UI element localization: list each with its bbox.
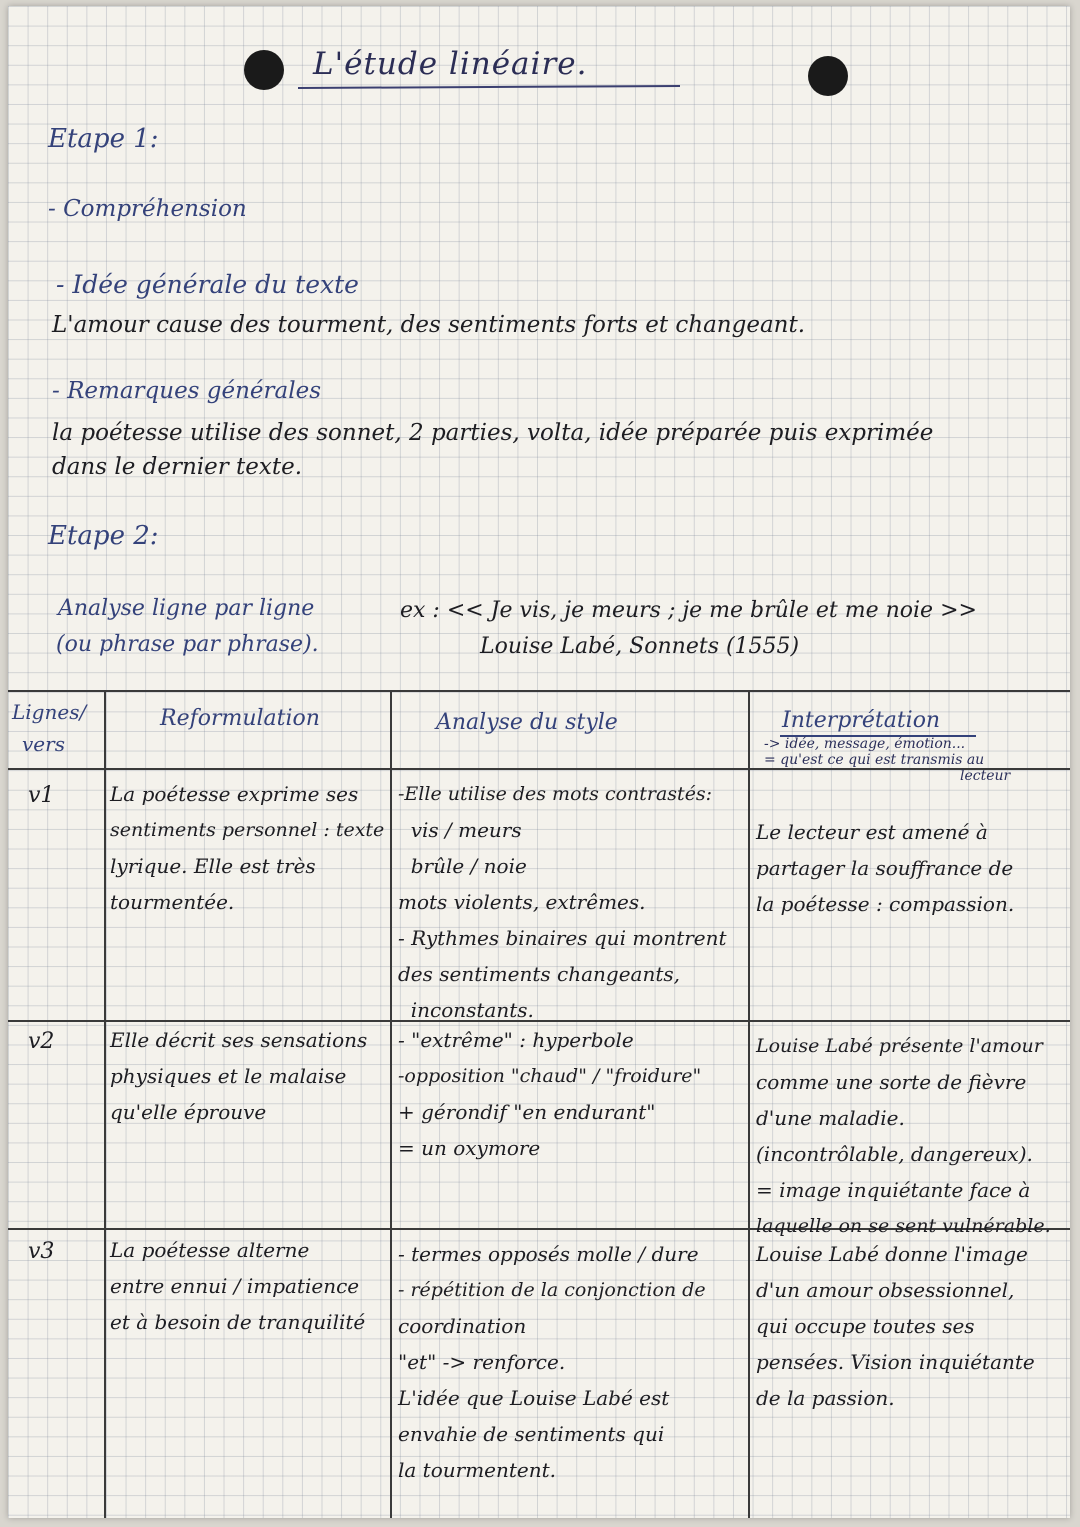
notebook-page	[8, 6, 1070, 1518]
row2-interpretation-line: d'une maladie.	[756, 1106, 905, 1130]
row3-interpretation-line: Louise Labé donne l'image	[756, 1242, 1028, 1266]
row3-interpretation	[756, 1236, 1035, 1416]
row1-interpretation-line: la poétesse : compassion.	[756, 892, 1015, 916]
row1-analyse-line: inconstants.	[398, 998, 534, 1022]
row3-reformulation-line: La poétesse alterne	[110, 1238, 310, 1262]
header-interpretation: Interprétation	[782, 708, 941, 733]
header-lignes-line1: Lignes/	[12, 700, 87, 724]
interpretation-note-2: = qu'est ce qui est transmis au	[764, 752, 985, 768]
header-interpretation-note	[764, 736, 1010, 784]
row3-interpretation-line: qui occupe toutes ses	[756, 1314, 975, 1338]
example-quote: ex : << Je vis, je meurs ; je me brûle et me noie >>	[400, 598, 977, 623]
row2-reformulation	[110, 1022, 367, 1130]
row3-analyse-line: L'idée que Louise Labé est	[398, 1386, 670, 1410]
row1-analyse	[398, 776, 727, 1028]
row2-analyse-line: + gérondif "en endurant"	[398, 1100, 656, 1124]
row1-vers: v1	[28, 783, 55, 808]
row3-interpretation-line: de la passion.	[756, 1386, 895, 1410]
table-top-border	[8, 690, 1070, 692]
row2-interpretation-line: = image inquiétante face à	[756, 1178, 1031, 1202]
remarques-line-1: la poétesse utilise des sonnet, 2 parties, volta, idée préparée puis exprimée	[52, 420, 934, 446]
row1-analyse-line: -Elle utilise des mots contrastés:	[398, 783, 713, 805]
row3-analyse-line: "et" -> renforce.	[398, 1350, 566, 1374]
etape2-heading: Etape 2:	[48, 521, 159, 551]
row1-analyse-line: vis / meurs	[398, 818, 522, 842]
row2-analyse-line: -opposition "chaud" / "froidure"	[398, 1065, 702, 1087]
row1-analyse-line: des sentiments changeants,	[398, 962, 681, 986]
row3-analyse-line: coordination	[398, 1314, 527, 1338]
page-title: L'étude linéaire.	[313, 46, 588, 82]
row2-interpretation-line: (incontrôlable, dangereux).	[756, 1142, 1033, 1166]
binder-hole-right	[808, 56, 848, 96]
row3-reformulation	[110, 1232, 365, 1340]
row2-vers: v2	[28, 1029, 55, 1054]
row1-analyse-line: mots violents, extrêmes.	[398, 890, 646, 914]
idee-heading: - Idée générale du texte	[56, 270, 359, 299]
row1-reformulation-line: lyrique. Elle est très	[110, 854, 316, 878]
row3-interpretation-line: d'un amour obsessionnel,	[756, 1278, 1015, 1302]
row3-vers: v3	[28, 1239, 55, 1264]
etape1-heading: Etape 1:	[48, 124, 159, 154]
row3-interpretation-line: pensées. Vision inquiétante	[756, 1350, 1035, 1374]
analyse-line-2: (ou phrase par phrase).	[56, 632, 319, 657]
analyse-line-1: Analyse ligne par ligne	[58, 596, 315, 621]
row1-interpretation-line: partager la souffrance de	[756, 856, 1014, 880]
row2-reformulation-line: qu'elle éprouve	[110, 1100, 267, 1124]
table-col1-border	[104, 690, 106, 1518]
row3-analyse-line: envahie de sentiments qui	[398, 1422, 665, 1446]
idee-text: L'amour cause des tourment, des sentiments forts et changeant.	[52, 312, 806, 338]
header-analyse: Analyse du style	[436, 710, 618, 735]
row1-analyse-line: - Rythmes binaires qui montrent	[398, 926, 727, 950]
table-col3-border	[748, 690, 750, 1518]
row3-analyse-line: - répétition de la conjonction de	[398, 1279, 706, 1301]
row2-interpretation-line: Louise Labé présente l'amour	[756, 1035, 1043, 1057]
row3-analyse-line: - termes opposés molle / dure	[398, 1242, 699, 1266]
row1-reformulation-line: tourmentée.	[110, 890, 235, 914]
row1-interpretation	[756, 814, 1014, 922]
row2-interpretation	[756, 1028, 1051, 1244]
row2-reformulation-line: physiques et le malaise	[110, 1064, 347, 1088]
row2-interpretation-line: comme une sorte de fièvre	[756, 1070, 1027, 1094]
row2-analyse	[398, 1022, 701, 1166]
row2-analyse-line: = un oxymore	[398, 1136, 541, 1160]
row3-analyse	[398, 1236, 706, 1488]
title-underline	[298, 85, 680, 89]
row3-reformulation-line: entre ennui / impatience	[110, 1274, 360, 1298]
table-col2-border	[390, 690, 392, 1518]
row3-reformulation-line: et à besoin de tranquilité	[110, 1310, 366, 1334]
row2-interpretation-line: laquelle on se sent vulnérable.	[756, 1215, 1051, 1237]
row1-reformulation	[110, 776, 384, 920]
row3-analyse-line: la tourmentent.	[398, 1458, 557, 1482]
row2-reformulation-line: Elle décrit ses sensations	[110, 1028, 368, 1052]
header-reformulation: Reformulation	[160, 706, 320, 731]
binder-hole-left	[244, 50, 284, 90]
header-lignes-line2: vers	[22, 732, 65, 756]
remarques-heading: - Remarques générales	[52, 378, 322, 404]
row1-reformulation-line: La poétesse exprime ses	[110, 782, 359, 806]
row1-analyse-line: brûle / noie	[398, 854, 527, 878]
example-source: Louise Labé, Sonnets (1555)	[480, 634, 800, 659]
interpretation-note-3: lecteur	[960, 768, 1011, 784]
interpretation-note-1: -> idée, message, émotion...	[764, 736, 966, 752]
remarques-line-2: dans le dernier texte.	[52, 454, 303, 480]
comprehension-item: - Compréhension	[48, 196, 247, 222]
row2-analyse-line: - "extrême" : hyperbole	[398, 1028, 634, 1052]
row1-reformulation-line: sentiments personnel : texte	[110, 819, 385, 841]
row1-interpretation-line: Le lecteur est amené à	[756, 820, 988, 844]
